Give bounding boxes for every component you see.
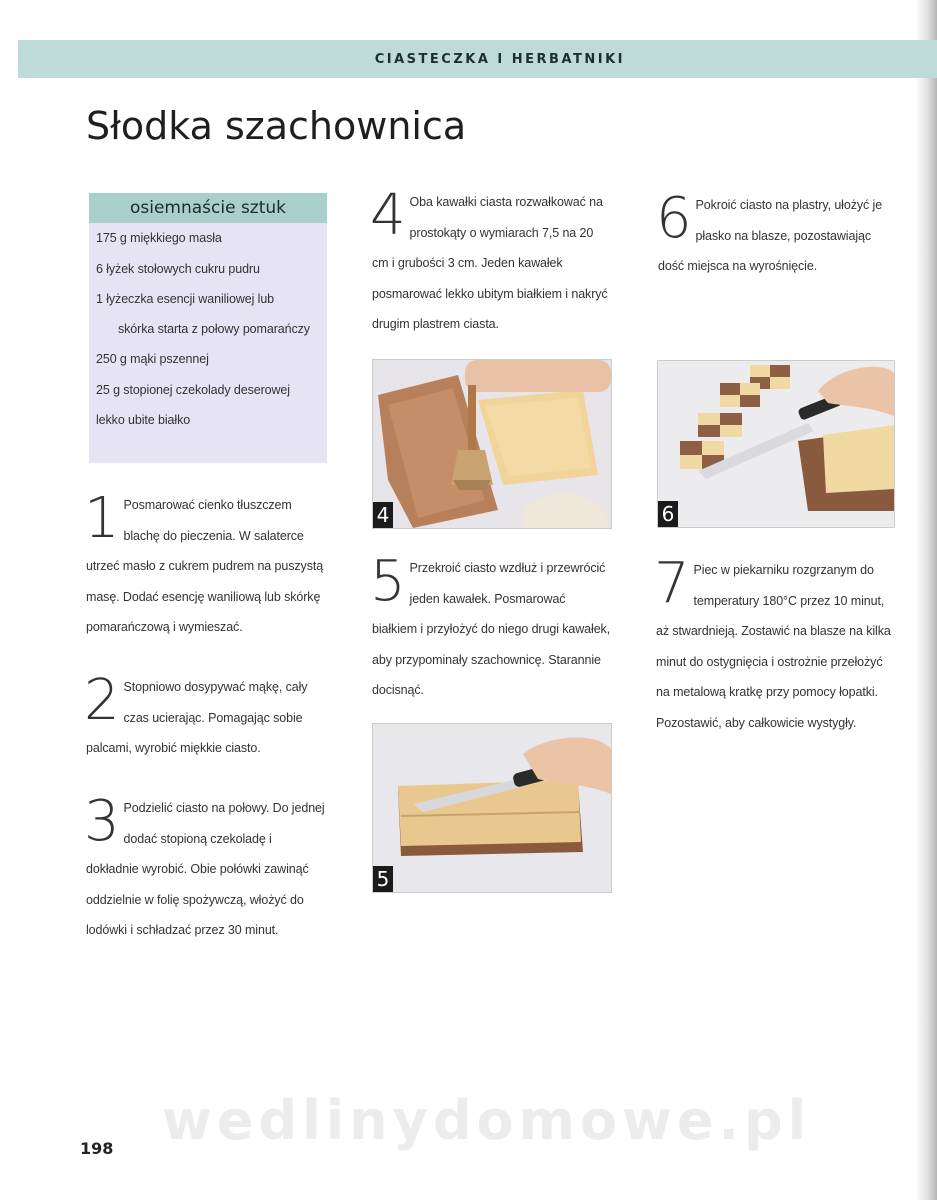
slicing-checkerboard-photo-icon <box>658 361 894 527</box>
photo-step-6 <box>657 360 895 528</box>
ingredients-list <box>89 223 327 428</box>
step-number: 4 <box>370 183 406 248</box>
step-text: Podzielić ciasto na połowy. Do jednej dodać stopioną czekoladę i dokładnie wyrobić. Obie połówki zawinąć oddzielnie w folię spożywczą, włożyć do lodówki i schładzać przez 30 minut. <box>86 801 325 937</box>
step-number: 6 <box>656 186 692 251</box>
step-number: 2 <box>84 668 120 733</box>
step-number: 1 <box>84 486 120 551</box>
step-4 <box>370 183 612 340</box>
step-number: 7 <box>654 551 690 616</box>
servings-heading: osiemnaście sztuk <box>89 193 327 223</box>
ingredient-item: 25 g stopionej czekolady deserowej <box>96 382 290 397</box>
ingredient-item: 250 g mąki pszennej <box>96 352 209 366</box>
section-title: CIASTECZKA I HERBATNIKI <box>374 52 625 67</box>
step-text: Stopniowo dosypywać mąkę, cały czas ucierając. Pomagając sobie palcami, wyrobić miękkie ciasto. <box>86 680 308 755</box>
step-5 <box>370 549 612 706</box>
ingredient-item: 175 g miękkiego masła <box>96 231 222 245</box>
step-7 <box>654 551 896 738</box>
step-text: Pokroić ciasto na plastry, ułożyć je płasko na blasze, pozostawiając dość miejsca na wyrośnięcie. <box>658 198 883 273</box>
cutting-dough-photo-icon <box>373 724 611 892</box>
ingredient-item: lekko ubite białko <box>96 413 191 427</box>
section-header-band <box>18 40 937 78</box>
photo-step-label: 5 <box>373 866 393 892</box>
step-2 <box>84 668 326 764</box>
ingredient-item: skórka starta z połowy pomarańczy <box>118 321 310 336</box>
watermark: wedlinydomowe.pl <box>162 1089 812 1152</box>
step-3 <box>84 789 326 946</box>
step-text: Oba kawałki ciasta rozwałkować na prostokąty o wymiarach 7,5 na 20 cm i grubości 3 cm. Jeden kawałek posmarować lekko ubitym białkiem i nakryć drugim plastrem ciasta. <box>372 195 608 331</box>
photo-step-4 <box>372 359 612 529</box>
ingredient-item: 6 łyżek stołowych cukru pudru <box>96 261 260 276</box>
step-text: Posmarować cienko tłuszczem blachę do pieczenia. W salaterce utrzeć masło z cukrem pudrem na puszystą masę. Dodać esencję waniliową lub skórkę pomarańczową i wymieszać. <box>86 498 324 634</box>
step-6 <box>656 186 898 282</box>
recipe-title: Słodka szachownica <box>86 104 467 148</box>
photo-step-5 <box>372 723 612 893</box>
step-text: Piec w piekarniku rozgrzanym do temperatury 180°C przez 10 minut, aż stwardnieją. Zostawić na blasze na kilka minut do ostygnięcia i ostrożnie przełożyć na metalową kratkę przy pomocy łopatki. Pozostawić, aby całkowicie wystygły. <box>656 563 891 730</box>
page-number: 198 <box>80 1139 114 1158</box>
page-spine-shadow <box>915 0 937 1200</box>
step-number: 5 <box>370 549 406 614</box>
step-1 <box>84 486 326 643</box>
ingredient-item: 1 łyżeczka esencji waniliowej lub <box>96 292 275 306</box>
ingredients-box <box>89 193 327 463</box>
step-number: 3 <box>84 789 120 854</box>
brushing-dough-photo-icon <box>373 360 611 528</box>
step-text: Przekroić ciasto wzdłuż i przewrócić jeden kawałek. Posmarować białkiem i przyłożyć do niego drugi kawałek, aby przypominały szachownicę. Starannie docisnąć. <box>372 561 611 697</box>
photo-step-label: 4 <box>373 502 393 528</box>
photo-step-label: 6 <box>658 501 678 527</box>
